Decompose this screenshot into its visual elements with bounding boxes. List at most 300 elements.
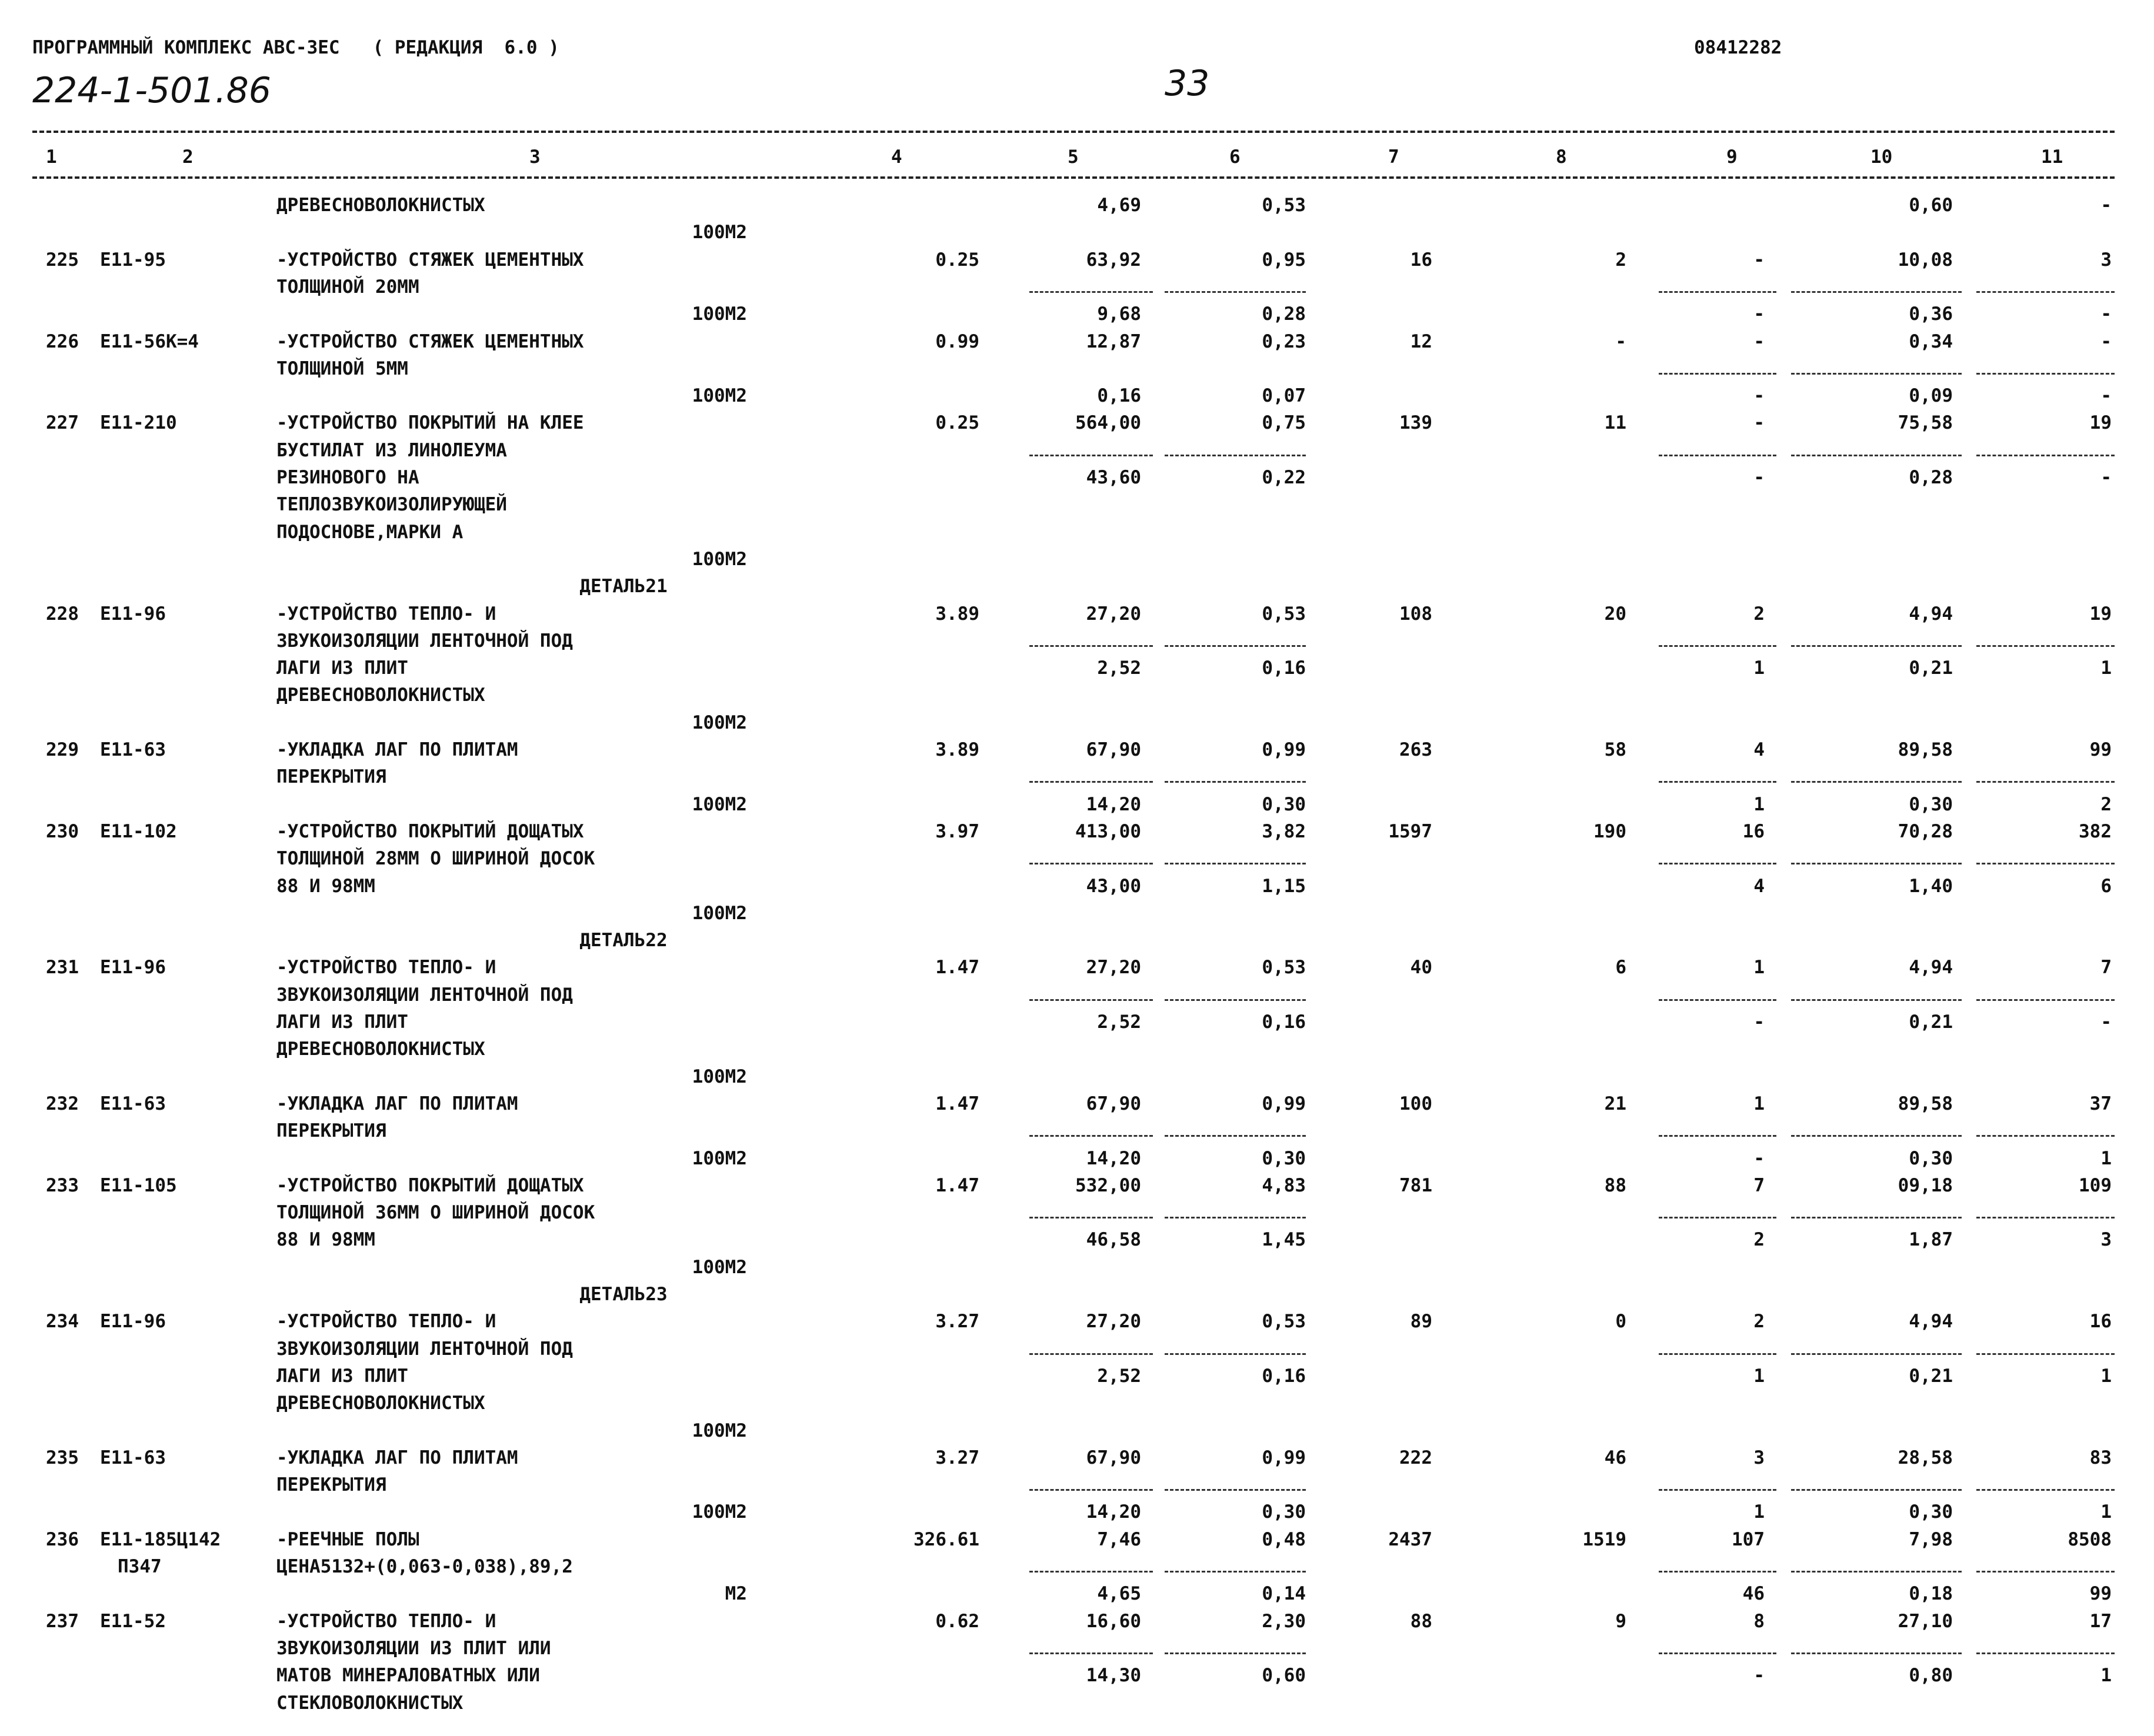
separator-col10: [1791, 291, 1962, 293]
value-col6: 3,82: [1262, 820, 1306, 842]
work-description: ПОДОСНОВЕ,МАРКИ А: [276, 521, 464, 543]
separator-col6: [1165, 999, 1306, 1001]
page-number: 33: [1165, 63, 1210, 104]
work-description: ЦЕНА5132+(0,063-0,038),89,2: [276, 1556, 573, 1577]
value-col5: 9,68: [1097, 303, 1141, 325]
value-col5: 2,52: [1097, 1365, 1141, 1387]
value-col10: 0,80: [1909, 1665, 1953, 1687]
value-col6: 0,95: [1262, 249, 1306, 271]
unit-label: 100М2: [692, 902, 747, 924]
value-col9: 7: [1753, 1174, 1765, 1196]
value-col4: 1.47: [935, 1093, 979, 1114]
separator-col9: [1659, 999, 1776, 1001]
separator-col6: [1165, 1489, 1306, 1491]
value-col6: 0,60: [1262, 1665, 1306, 1687]
item-number: 227: [46, 412, 79, 434]
header-rule-top: [32, 131, 2115, 133]
item-number: 235: [46, 1447, 79, 1468]
separator-col9: [1659, 373, 1776, 375]
norm-code: Е11-185Ц142: [100, 1528, 221, 1550]
value-col9: 4: [1753, 739, 1765, 760]
value-col6: 0,30: [1262, 1501, 1306, 1523]
separator-col11: [1976, 999, 2115, 1001]
value-col4: 3.27: [935, 1311, 979, 1333]
value-col5: 532,00: [1075, 1174, 1141, 1196]
value-col8: 0: [1615, 1311, 1626, 1333]
value-col10: 89,58: [1898, 739, 1953, 760]
unit-label: 100М2: [692, 1066, 747, 1087]
value-col10: 7,98: [1909, 1528, 1953, 1550]
item-number: 228: [46, 603, 79, 625]
value-col5: 14,30: [1086, 1665, 1141, 1687]
value-col11: 6: [2100, 875, 2112, 897]
value-col10: 0,30: [1909, 793, 1953, 815]
separator-col11: [1976, 1135, 2115, 1137]
value-col9: 1: [1753, 1365, 1765, 1387]
work-description: -УСТРОЙСТВО ПОКРЫТИЙ НА КЛЕЕ: [276, 412, 584, 434]
value-col4: 0.62: [935, 1610, 979, 1632]
separator-col11: [1976, 781, 2115, 783]
separator-col11: [1976, 1652, 2115, 1654]
value-col7: 1597: [1388, 820, 1432, 842]
work-description: ЛАГИ ИЗ ПЛИТ: [276, 657, 408, 679]
column-header-9: 9: [1726, 146, 1738, 168]
value-col10: 0,36: [1909, 303, 1953, 325]
value-col10: 4,94: [1909, 1311, 1953, 1333]
value-col6: 0,53: [1262, 195, 1306, 216]
value-col5: 4,65: [1097, 1583, 1141, 1605]
value-col9: 1: [1753, 657, 1765, 679]
value-col9: 2: [1753, 1229, 1765, 1251]
separator-col11: [1976, 373, 2115, 375]
value-col6: 0,99: [1262, 739, 1306, 760]
value-col5: 67,90: [1086, 739, 1141, 760]
separator-col11: [1976, 1489, 2115, 1491]
value-col9: -: [1753, 249, 1765, 271]
value-col8: -: [1615, 330, 1626, 352]
work-description: -УСТРОЙСТВО ПОКРЫТИЙ ДОЩАТЫХ: [276, 1174, 584, 1196]
norm-code: Е11-102: [100, 820, 177, 842]
separator-col10: [1791, 1353, 1962, 1355]
value-col5: 4,69: [1097, 195, 1141, 216]
value-col10: 28,58: [1898, 1447, 1953, 1468]
column-header-10: 10: [1870, 146, 1893, 168]
value-col5: 12,87: [1086, 330, 1141, 352]
detail-heading: ДЕТАЛЬ23: [579, 1284, 668, 1305]
value-col11: 8508: [2068, 1528, 2112, 1550]
column-header-5: 5: [1068, 146, 1079, 168]
value-col4: 3.97: [935, 820, 979, 842]
item-number: 231: [46, 957, 79, 979]
value-col6: 0,14: [1262, 1583, 1306, 1605]
value-col5: 27,20: [1086, 603, 1141, 625]
column-header-7: 7: [1388, 146, 1399, 168]
value-col8: 9: [1615, 1610, 1626, 1632]
value-col5: 16,60: [1086, 1610, 1141, 1632]
value-col8: 1519: [1582, 1528, 1626, 1550]
value-col6: 0,23: [1262, 330, 1306, 352]
value-col9: 1: [1753, 1501, 1765, 1523]
value-col4: 3.27: [935, 1447, 979, 1468]
separator-col11: [1976, 1353, 2115, 1355]
value-col5: 27,20: [1086, 957, 1141, 979]
work-description: ДРЕВЕСНОВОЛОКНИСТЫХ: [276, 685, 485, 706]
separator-col11: [1976, 863, 2115, 864]
value-col10: 0,21: [1909, 657, 1953, 679]
value-col9: 46: [1742, 1583, 1765, 1605]
value-col7: 2437: [1388, 1528, 1432, 1550]
work-description: ЗВУКОИЗОЛЯЦИИ ЛЕНТОЧНОЙ ПОД: [276, 1338, 573, 1360]
work-description: СТЕКЛОВОЛОКНИСТЫХ: [276, 1692, 464, 1714]
detail-heading: ДЕТАЛЬ22: [579, 930, 668, 952]
doc-number: 224-1-501.86: [32, 70, 271, 111]
value-col10: 4,94: [1909, 603, 1953, 625]
value-col4: 1.47: [935, 957, 979, 979]
value-col9: -: [1753, 467, 1765, 488]
norm-code: П347: [118, 1556, 162, 1577]
unit-label: 100М2: [692, 548, 747, 570]
value-col6: 0,53: [1262, 1311, 1306, 1333]
value-col11: 382: [2079, 820, 2112, 842]
separator-col9: [1659, 1652, 1776, 1654]
value-col7: 40: [1410, 957, 1432, 979]
separator-col10: [1791, 645, 1962, 647]
work-description: -УСТРОЙСТВО ТЕПЛО- И: [276, 603, 496, 625]
value-col6: 0,28: [1262, 303, 1306, 325]
value-col9: 16: [1742, 820, 1765, 842]
separator-col5: [1029, 291, 1153, 293]
separator-col6: [1165, 645, 1306, 647]
value-col9: 107: [1732, 1528, 1765, 1550]
value-col8: 6: [1615, 957, 1626, 979]
separator-col9: [1659, 1135, 1776, 1137]
value-col10: 09,18: [1898, 1174, 1953, 1196]
value-col4: 1.47: [935, 1174, 979, 1196]
separator-col5: [1029, 455, 1153, 456]
norm-code: Е11-52: [100, 1610, 166, 1632]
work-description: ЗВУКОИЗОЛЯЦИИ ЛЕНТОЧНОЙ ПОД: [276, 984, 573, 1006]
value-col5: 14,20: [1086, 1147, 1141, 1169]
value-col6: 0,30: [1262, 793, 1306, 815]
separator-col11: [1976, 645, 2115, 647]
value-col10: 0,21: [1909, 1011, 1953, 1033]
item-number: 229: [46, 739, 79, 760]
unit-label: 100М2: [692, 712, 747, 733]
value-col11: -: [2100, 385, 2112, 407]
value-col6: 2,30: [1262, 1610, 1306, 1632]
separator-col9: [1659, 863, 1776, 864]
value-col6: 0,07: [1262, 385, 1306, 407]
work-description: -УСТРОЙСТВО СТЯЖЕК ЦЕМЕНТНЫХ: [276, 330, 584, 352]
unit-label: М2: [725, 1583, 747, 1605]
work-description: БУСТИЛАТ ИЗ ЛИНОЛЕУМА: [276, 439, 507, 461]
separator-col5: [1029, 1353, 1153, 1355]
work-description: ТЕПЛОЗВУКОИЗОЛИРУЮЩЕЙ: [276, 494, 507, 516]
value-col11: 2: [2100, 793, 2112, 815]
item-number: 230: [46, 820, 79, 842]
value-col6: 0,30: [1262, 1147, 1306, 1169]
value-col9: 2: [1753, 603, 1765, 625]
value-col9: -: [1753, 385, 1765, 407]
value-col10: 70,28: [1898, 820, 1953, 842]
work-description: 88 И 98ММ: [276, 875, 375, 897]
separator-col9: [1659, 1571, 1776, 1573]
norm-code: Е11-96: [100, 603, 166, 625]
value-col4: 0.25: [935, 412, 979, 434]
value-col11: 19: [2089, 412, 2112, 434]
value-col4: 0.99: [935, 330, 979, 352]
work-description: ДРЕВЕСНОВОЛОКНИСТЫХ: [276, 195, 485, 216]
value-col7: 88: [1410, 1610, 1432, 1632]
value-col8: 190: [1593, 820, 1626, 842]
value-col4: 0.25: [935, 249, 979, 271]
value-col10: 89,58: [1898, 1093, 1953, 1114]
value-col5: 63,92: [1086, 249, 1141, 271]
value-col6: 0,99: [1262, 1093, 1306, 1114]
value-col5: 2,52: [1097, 1011, 1141, 1033]
value-col10: 10,08: [1898, 249, 1953, 271]
value-col11: -: [2100, 195, 2112, 216]
detail-heading: ДЕТАЛЬ21: [579, 576, 668, 597]
value-col9: 2: [1753, 1311, 1765, 1333]
separator-col6: [1165, 1652, 1306, 1654]
value-col9: 8: [1753, 1610, 1765, 1632]
separator-col6: [1165, 1353, 1306, 1355]
value-col11: -: [2100, 303, 2112, 325]
value-col10: 0,34: [1909, 330, 1953, 352]
value-col9: -: [1753, 1665, 1765, 1687]
item-number: 237: [46, 1610, 79, 1632]
separator-col11: [1976, 291, 2115, 293]
value-col5: 413,00: [1075, 820, 1141, 842]
unit-label: 100М2: [692, 793, 747, 815]
work-description: -УСТРОЙСТВО ТЕПЛО- И: [276, 957, 496, 979]
column-header-11: 11: [2041, 146, 2063, 168]
separator-col9: [1659, 1217, 1776, 1218]
separator-col9: [1659, 1489, 1776, 1491]
value-col11: 1: [2100, 1147, 2112, 1169]
value-col11: 37: [2089, 1093, 2112, 1114]
separator-col6: [1165, 455, 1306, 456]
value-col9: -: [1753, 330, 1765, 352]
separator-col11: [1976, 1571, 2115, 1573]
separator-col5: [1029, 1217, 1153, 1218]
value-col5: 67,90: [1086, 1447, 1141, 1468]
separator-col5: [1029, 863, 1153, 864]
separator-col10: [1791, 455, 1962, 456]
work-description: -УКЛАДКА ЛАГ ПО ПЛИТАМ: [276, 1093, 518, 1114]
value-col5: 0,16: [1097, 385, 1141, 407]
work-description: ЗВУКОИЗОЛЯЦИИ ЛЕНТОЧНОЙ ПОД: [276, 630, 573, 652]
norm-code: Е11-96: [100, 1311, 166, 1333]
value-col11: -: [2100, 330, 2112, 352]
work-description: -УКЛАДКА ЛАГ ПО ПЛИТАМ: [276, 1447, 518, 1468]
separator-col5: [1029, 999, 1153, 1001]
value-col6: 0,22: [1262, 467, 1306, 488]
value-col6: 0,16: [1262, 657, 1306, 679]
value-col5: 14,20: [1086, 793, 1141, 815]
work-description: ТОЛЩИНОЙ 36ММ О ШИРИНОЙ ДОСОК: [276, 1202, 595, 1224]
norm-code: Е11-95: [100, 249, 166, 271]
value-col7: 263: [1399, 739, 1432, 760]
value-col9: -: [1753, 303, 1765, 325]
separator-col9: [1659, 645, 1776, 647]
separator-col9: [1659, 1353, 1776, 1355]
value-col7: 139: [1399, 412, 1432, 434]
value-col9: 1: [1753, 957, 1765, 979]
value-col6: 1,45: [1262, 1229, 1306, 1251]
unit-label: 100М2: [692, 1256, 747, 1278]
value-col11: 17: [2089, 1610, 2112, 1632]
separator-col6: [1165, 781, 1306, 783]
value-col10: 0,30: [1909, 1501, 1953, 1523]
unit-label: 100М2: [692, 303, 747, 325]
value-col10: 0,09: [1909, 385, 1953, 407]
value-col11: 1: [2100, 1665, 2112, 1687]
item-number: 226: [46, 330, 79, 352]
column-header-1: 1: [46, 146, 57, 168]
value-col11: 16: [2089, 1311, 2112, 1333]
work-description: МАТОВ МИНЕРАЛОВАТНЫХ ИЛИ: [276, 1665, 540, 1687]
value-col10: 0,28: [1909, 467, 1953, 488]
value-col11: 1: [2100, 1365, 2112, 1387]
separator-col6: [1165, 291, 1306, 293]
value-col11: 7: [2100, 957, 2112, 979]
work-description: ДРЕВЕСНОВОЛОКНИСТЫХ: [276, 1039, 485, 1060]
separator-col5: [1029, 1571, 1153, 1573]
header-rule-bottom: [32, 176, 2115, 179]
separator-col10: [1791, 1135, 1962, 1137]
value-col4: 3.89: [935, 739, 979, 760]
value-col4: 326.61: [913, 1528, 979, 1550]
value-col8: 88: [1604, 1174, 1626, 1196]
value-col7: 222: [1399, 1447, 1432, 1468]
unit-label: 100М2: [692, 1147, 747, 1169]
separator-col10: [1791, 1489, 1962, 1491]
value-col11: -: [2100, 1011, 2112, 1033]
value-col9: 4: [1753, 875, 1765, 897]
value-col8: 46: [1604, 1447, 1626, 1468]
value-col6: 0,53: [1262, 603, 1306, 625]
work-description: ЗВУКОИЗОЛЯЦИИ ИЗ ПЛИТ ИЛИ: [276, 1637, 551, 1659]
work-description: 88 И 98ММ: [276, 1229, 375, 1251]
value-col9: 1: [1753, 1093, 1765, 1114]
column-header-4: 4: [891, 146, 902, 168]
value-col6: 1,15: [1262, 875, 1306, 897]
norm-code: Е11-105: [100, 1174, 177, 1196]
value-col10: 75,58: [1898, 412, 1953, 434]
value-col10: 0,18: [1909, 1583, 1953, 1605]
norm-code: Е11-63: [100, 1447, 166, 1468]
value-col11: 19: [2089, 603, 2112, 625]
unit-label: 100М2: [692, 1501, 747, 1523]
value-col5: 43,00: [1086, 875, 1141, 897]
value-col6: 4,83: [1262, 1174, 1306, 1196]
value-col6: 0,75: [1262, 412, 1306, 434]
value-col10: 1,87: [1909, 1229, 1953, 1251]
separator-col11: [1976, 455, 2115, 456]
norm-code: Е11-56К=4: [100, 330, 199, 352]
value-col5: 564,00: [1075, 412, 1141, 434]
value-col11: 109: [2079, 1174, 2112, 1196]
value-col11: 83: [2089, 1447, 2112, 1468]
work-description: ЛАГИ ИЗ ПЛИТ: [276, 1011, 408, 1033]
column-header-6: 6: [1229, 146, 1241, 168]
separator-col6: [1165, 1217, 1306, 1218]
separator-col10: [1791, 781, 1962, 783]
work-description: -РЕЕЧНЫЕ ПОЛЫ: [276, 1528, 419, 1550]
column-header-2: 2: [182, 146, 194, 168]
work-description: ПЕРЕКРЫТИЯ: [276, 1474, 386, 1496]
norm-code: Е11-96: [100, 957, 166, 979]
column-header-8: 8: [1556, 146, 1567, 168]
value-col5: 67,90: [1086, 1093, 1141, 1114]
separator-col6: [1165, 1135, 1306, 1137]
unit-label: 100М2: [692, 385, 747, 407]
separator-col11: [1976, 1217, 2115, 1218]
separator-col9: [1659, 291, 1776, 293]
value-col7: 16: [1410, 249, 1432, 271]
value-col5: 7,46: [1097, 1528, 1141, 1550]
separator-col5: [1029, 645, 1153, 647]
value-col5: 27,20: [1086, 1311, 1141, 1333]
separator-col10: [1791, 1571, 1962, 1573]
unit-label: 100М2: [692, 222, 747, 243]
separator-col10: [1791, 999, 1962, 1001]
separator-col5: [1029, 781, 1153, 783]
work-description: ЛАГИ ИЗ ПЛИТ: [276, 1365, 408, 1387]
separator-col10: [1791, 1652, 1962, 1654]
work-description: -УСТРОЙСТВО СТЯЖЕК ЦЕМЕНТНЫХ: [276, 249, 584, 271]
work-description: -УСТРОЙСТВО ТЕПЛО- И: [276, 1311, 496, 1333]
value-col7: 12: [1410, 330, 1432, 352]
value-col7: 89: [1410, 1311, 1432, 1333]
norm-code: Е11-210: [100, 412, 177, 434]
value-col7: 100: [1399, 1093, 1432, 1114]
value-col11: 1: [2100, 657, 2112, 679]
separator-col6: [1165, 863, 1306, 864]
work-description: ПЕРЕКРЫТИЯ: [276, 766, 386, 788]
value-col10: 1,40: [1909, 875, 1953, 897]
norm-code: Е11-63: [100, 739, 166, 760]
work-description: ПЕРЕКРЫТИЯ: [276, 1120, 386, 1142]
value-col5: 43,60: [1086, 467, 1141, 488]
separator-col5: [1029, 1489, 1153, 1491]
value-col10: 0,30: [1909, 1147, 1953, 1169]
value-col8: 2: [1615, 249, 1626, 271]
value-col10: 0,60: [1909, 195, 1953, 216]
item-number: 236: [46, 1528, 79, 1550]
value-col7: 781: [1399, 1174, 1432, 1196]
value-col6: 0,99: [1262, 1447, 1306, 1468]
value-col8: 11: [1604, 412, 1626, 434]
program-header: ПРОГРАММНЫЙ КОМПЛЕКС АВС-3ЕС ( РЕДАКЦИЯ 6.0 ): [32, 37, 559, 58]
value-col5: 46,58: [1086, 1229, 1141, 1251]
value-col10: 0,21: [1909, 1365, 1953, 1387]
separator-col5: [1029, 1652, 1153, 1654]
value-col8: 20: [1604, 603, 1626, 625]
value-col7: 108: [1399, 603, 1432, 625]
work-description: ТОЛЩИНОЙ 28ММ О ШИРИНОЙ ДОСОК: [276, 848, 595, 870]
separator-col10: [1791, 373, 1962, 375]
separator-col9: [1659, 455, 1776, 456]
separator-col9: [1659, 781, 1776, 783]
value-col11: 99: [2089, 1583, 2112, 1605]
value-col6: 0,16: [1262, 1365, 1306, 1387]
document-code: 08412282: [1694, 37, 1782, 58]
work-description: -УСТРОЙСТВО ТЕПЛО- И: [276, 1610, 496, 1632]
work-description: РЕЗИНОВОГО НА: [276, 467, 419, 488]
